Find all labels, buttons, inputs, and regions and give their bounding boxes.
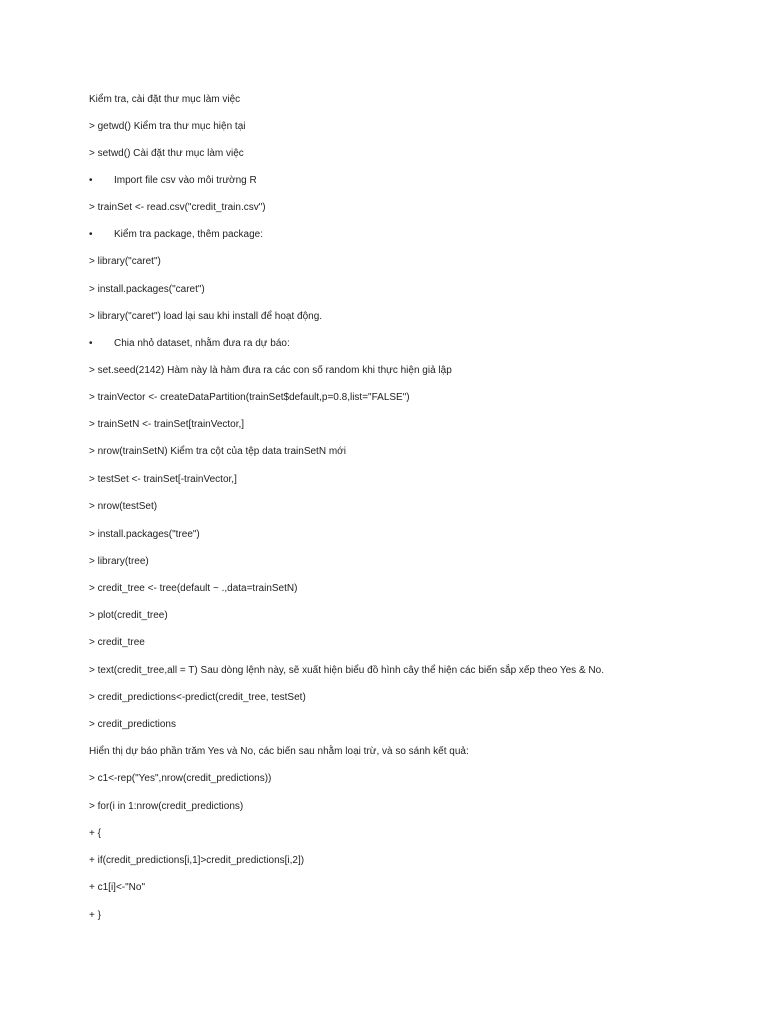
bullet-icon: •	[89, 338, 93, 349]
text-line-predict: > credit_predictions<-predict(credit_tree, testSet)	[89, 692, 306, 703]
text-line-credit-predictions: > credit_predictions	[89, 719, 176, 730]
bullet-icon: •	[89, 175, 93, 186]
text-line-for-loop: > for(i in 1:nrow(credit_predictions)	[89, 801, 244, 812]
text-line-if: + if(credit_predictions[i,1]>credit_predictions[i,2])	[89, 855, 305, 866]
text-line-c1-rep: > c1<-rep("Yes",nrow(credit_predictions))	[89, 773, 272, 784]
text-line-text-tree: > text(credit_tree,all = T) Sau dòng lệnh này, sẽ xuất hiện biểu đồ hình cây thể hiện các biến sắp xếp theo Yes & No.	[89, 665, 604, 676]
bullet-item-split-dataset: Chia nhỏ dataset, nhằm đưa ra dự báo:	[114, 338, 290, 349]
text-line-getwd: > getwd() Kiểm tra thư mục hiện tại	[89, 121, 246, 132]
bullet-item-import-csv: Import file csv vào môi trường R	[114, 175, 257, 186]
text-line-library-caret-reload: > library("caret") load lại sau khi install để hoạt động.	[89, 311, 323, 322]
text-line-credit-tree-assign: > credit_tree <- tree(default ~ .,data=trainSetN)	[89, 583, 298, 594]
text-line-library-caret: > library("caret")	[89, 256, 161, 267]
text-line-display-forecast: Hiển thị dự báo phần trăm Yes và No, các biến sau nhằm loại trừ, và so sánh kết quả:	[89, 746, 469, 757]
text-line-assign-no: + c1[i]<-"No"	[89, 882, 146, 893]
bullet-item-packages: Kiểm tra package, thêm package:	[114, 229, 263, 240]
text-line-read-csv: > trainSet <- read.csv("credit_train.csv")	[89, 202, 266, 213]
text-line-plot: > plot(credit_tree)	[89, 610, 168, 621]
text-line-nrow-test: > nrow(testSet)	[89, 501, 158, 512]
section-heading: Kiểm tra, cài đặt thư mục làm việc	[89, 94, 241, 105]
text-line-setwd: > setwd() Cài đặt thư mục làm việc	[89, 148, 244, 159]
text-line-credit-tree: > credit_tree	[89, 637, 145, 648]
text-line-set-seed: > set.seed(2142) Hàm này là hàm đưa ra các con số random khi thực hiện giả lập	[89, 365, 452, 376]
text-line-close-brace: + }	[89, 910, 101, 921]
text-line-nrow-train: > nrow(trainSetN) Kiểm tra cột của tệp data trainSetN mới	[89, 446, 346, 457]
text-line-library-tree: > library(tree)	[89, 556, 149, 567]
text-line-open-brace: + {	[89, 828, 101, 839]
text-line-install-caret: > install.packages("caret")	[89, 284, 205, 295]
text-line-train-set-n: > trainSetN <- trainSet[trainVector,]	[89, 419, 245, 430]
text-line-install-tree: > install.packages("tree")	[89, 529, 200, 540]
text-line-test-set: > testSet <- trainSet[-trainVector,]	[89, 474, 237, 485]
bullet-icon: •	[89, 229, 93, 240]
text-line-train-vector: > trainVector <- createDataPartition(trainSet$default,p=0.8,list="FALSE")	[89, 392, 410, 403]
